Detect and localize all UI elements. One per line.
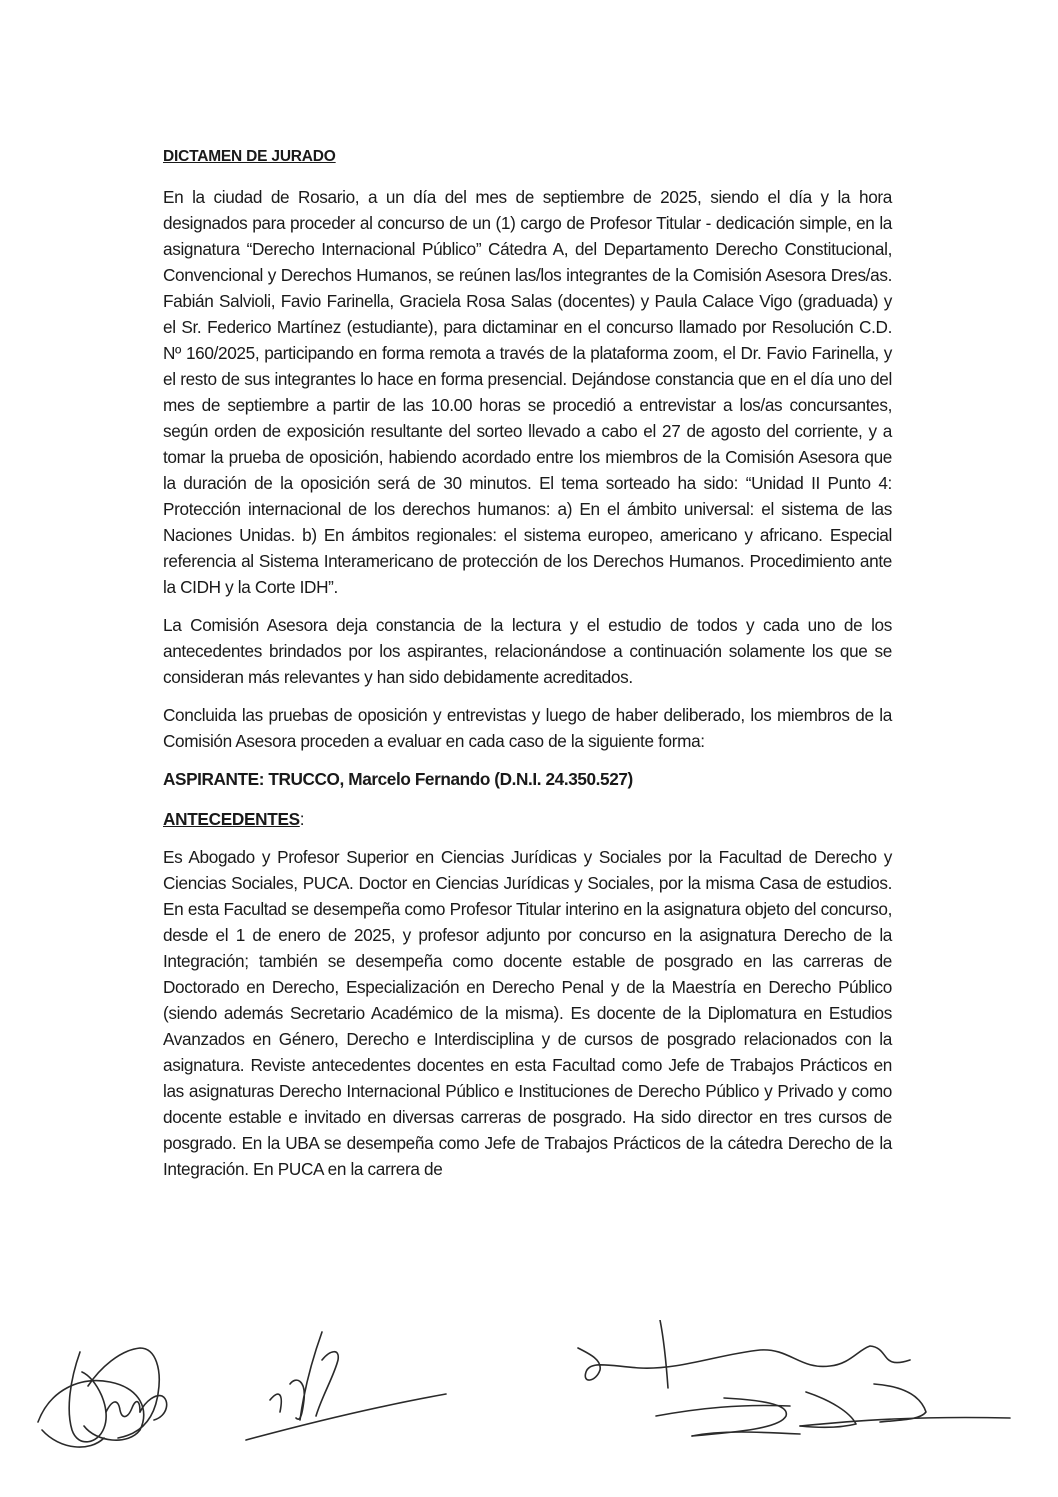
signature-3 (578, 1320, 1010, 1436)
evaluacion-paragraph: Concluida las pruebas de oposición y entrevistas y luego de haber deliberado, los miembros de la Comisión Asesora proceden a evaluar en cada caso de la siguiente forma: (163, 705, 892, 751)
signature-1 (38, 1348, 167, 1447)
antecedentes-heading (163, 806, 892, 832)
antecedentes-label: ANTECEDENTES (163, 809, 300, 829)
document-title: DICTAMEN DE JURADO (163, 148, 336, 165)
signature-2 (246, 1332, 446, 1440)
constancia-paragraph: La Comisión Asesora deja constancia de la lectura y el estudio de todos y cada uno de los antecedentes brindados por los aspirantes, relacionándose a continuación solamente los que se consideran más relevantes y han sido debidamente acreditados. (163, 615, 892, 687)
aspirante-heading: ASPIRANTE: TRUCCO, Marcelo Fernando (D.N.I. 24.350.527) (163, 769, 633, 789)
document-body (163, 146, 892, 1194)
signatures-area (0, 1320, 1058, 1497)
signatures-svg (0, 1320, 1058, 1497)
antecedentes-paragraph: Es Abogado y Profesor Superior en Ciencias Jurídicas y Sociales por la Facultad de Derecho y Ciencias Sociales, PUCA. Doctor en Ciencias Jurídicas y Sociales, por la misma Casa de estudios. En esta Facultad se desempeña como Profesor Titular interino en la asignatura objeto del concurso, desde el 1 de enero de 2025, y profesor adjunto por concurso en la asignatura Derecho de la Integración; también se desempeña como docente estable de posgrado en las carreras de Doctorado en Derecho, Especialización en Derecho Penal y de la Maestría en Derecho Público (siendo además Secretario Académico de la misma). Es docente de la Diplomatura en Estudios Avanzados en Género, Derecho e Interdisciplina y de cursos de posgrado relacionados con la asignatura. Reviste antecedentes docentes en esta Facultad como Jefe de Trabajos Prácticos en las asignaturas Derecho Internacional Público e Instituciones de Derecho Público y Privado y como docente estable e invitado en diversas carreras de posgrado. Ha sido director en tres cursos de posgrado. En la UBA se desempeña como Jefe de Trabajos Prácticos de la cátedra Derecho de la Integración. En PUCA en la carrera de (163, 847, 892, 1179)
antecedentes-colon: : (299, 809, 305, 829)
intro-paragraph: En la ciudad de Rosario, a un día del mes de septiembre de 2025, siendo el día y la hora designados para proceder al concurso de un (1) cargo de Profesor Titular - dedicación simple, en la asignatura “Derecho Internacional Público” Cátedra A, del Departamento Derecho Constitucional, Convencional y Derechos Humanos, se reúnen las/los integrantes de la Comisión Asesora Dres/as. Fabián Salvioli, Favio Farinella, Graciela Rosa Salas (docentes) y Paula Calace Vigo (graduada) y el Sr. Federico Martínez (estudiante), para dictaminar en el concurso llamado por Resolución C.D. Nº 160/2025, participando en forma remota a través de la plataforma zoom, el Dr. Favio Farinella, y el resto de sus integrantes lo hace en forma presencial. Dejándose constancia que en el día uno del mes de septiembre a partir de las 10.00 horas se procedió a entrevistar a los/as concursantes, según orden de exposición resultante del sorteo llevado a cabo el 27 de agosto del corriente, y a tomar la prueba de oposición, habiendo acordado entre los miembros de la Comisión Asesora que la duración de la oposición será de 30 minutos. El tema sorteado ha sido: “Unidad II Punto 4: Protección internacional de los derechos humanos: a) En el ámbito universal: el sistema de las Naciones Unidas. b) En ámbitos regionales: el sistema europeo, americano y africano. Especial referencia al Sistema Interamericano de protección de los Derechos Humanos. Procedimiento ante la CIDH y la Corte IDH”. (163, 187, 892, 597)
